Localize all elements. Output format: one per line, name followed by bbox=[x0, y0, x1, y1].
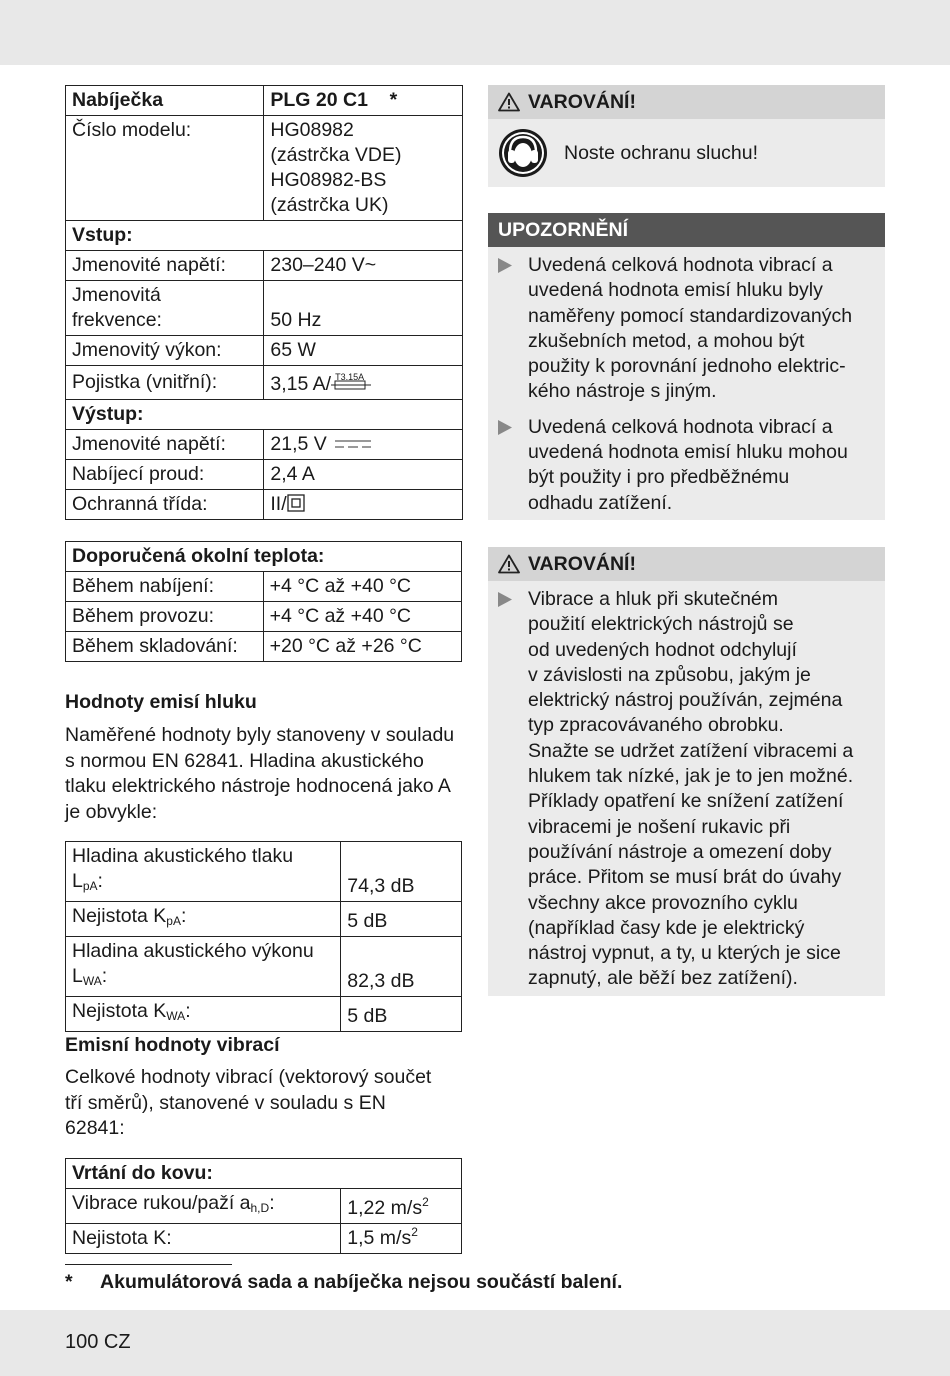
noise-table bbox=[65, 841, 462, 1032]
bullet-arrow-icon bbox=[498, 253, 528, 405]
model-line: (zástrčka UK) bbox=[270, 194, 389, 216]
table-cell: Ochranná třída: bbox=[66, 490, 264, 520]
colon: : bbox=[101, 965, 108, 987]
table-cell bbox=[264, 490, 463, 520]
text-line: práce. Přitom se musí brát do úvahy bbox=[528, 866, 842, 889]
bullet-text bbox=[528, 587, 853, 992]
table-cell bbox=[341, 1224, 462, 1254]
text-line: typ zpracovávaného obrobku. bbox=[528, 714, 784, 737]
footnote bbox=[65, 1271, 622, 1294]
section-header: Výstup: bbox=[66, 400, 463, 430]
subscript: WA bbox=[82, 974, 102, 988]
table-cell: 5 dB bbox=[341, 902, 462, 937]
charger-spec-table bbox=[65, 85, 463, 520]
vibration-table bbox=[65, 1158, 462, 1254]
table-cell: Během provozu: bbox=[66, 602, 264, 632]
table-cell bbox=[264, 366, 463, 400]
model-line: (zástrčka VDE) bbox=[270, 144, 402, 166]
text-line: nástroj vypnut, a ty, u kterých je sice bbox=[528, 942, 841, 965]
temperature-table bbox=[65, 541, 462, 662]
table-cell: Jmenovitý výkon: bbox=[66, 336, 264, 366]
text-line: kého nástroje s jiným. bbox=[528, 380, 717, 403]
cell-text: Nejistota K bbox=[72, 1000, 167, 1022]
cell-text: Nejistota K bbox=[72, 905, 167, 927]
cell-value: 1,22 m/s bbox=[347, 1197, 423, 1219]
cell-line: Hladina akustického tlaku bbox=[72, 845, 294, 867]
warning-body bbox=[488, 119, 885, 187]
fuse-value: 3,15 A/ bbox=[270, 373, 332, 395]
symbol-letter: L bbox=[72, 965, 83, 987]
table-cell: Nejistota K: bbox=[66, 1224, 341, 1254]
warning-box-vibration bbox=[488, 547, 885, 996]
table-cell: 74,3 dB bbox=[341, 842, 462, 902]
text-line: použití elektrických nástrojů se bbox=[528, 613, 794, 636]
colon: : bbox=[185, 1000, 191, 1022]
warning-triangle-icon bbox=[498, 92, 520, 112]
bullet-arrow-icon bbox=[498, 587, 528, 992]
cell-line: Jmenovitá bbox=[72, 284, 161, 306]
subscript: h,D bbox=[250, 1201, 270, 1215]
warning-title: VAROVÁNÍ! bbox=[528, 553, 636, 575]
table-cell: +20 °C až +26 °C bbox=[263, 632, 461, 662]
table-cell bbox=[66, 842, 341, 902]
table-cell: +4 °C až +40 °C bbox=[263, 602, 461, 632]
text-line: v závislosti na způsobu, jakým je bbox=[528, 663, 811, 686]
colon: : bbox=[269, 1192, 275, 1214]
text-line: elektrický nástroj používán, zejména bbox=[528, 689, 843, 712]
table-cell: Nabíjecí proud: bbox=[66, 460, 264, 490]
table-cell: 82,3 dB bbox=[341, 937, 462, 997]
text-line: Příklady opatření ke snížení zatížení bbox=[528, 790, 844, 813]
table-cell bbox=[66, 997, 341, 1032]
colon: : bbox=[180, 905, 187, 927]
table-cell: 2,4 A bbox=[264, 460, 463, 490]
table-cell bbox=[341, 1189, 462, 1224]
footnote-rule bbox=[65, 1264, 232, 1265]
page-number: 100 CZ bbox=[65, 1331, 131, 1353]
text-line: Snažte se udržet zatížení vibracemi a bbox=[528, 739, 854, 762]
table-cell bbox=[66, 281, 264, 336]
model-line: HG08982-BS bbox=[270, 169, 387, 191]
bullet-text bbox=[528, 253, 852, 405]
text-line: odhadu zatížení. bbox=[528, 491, 673, 514]
notice-box bbox=[488, 213, 885, 520]
table-cell bbox=[66, 902, 341, 937]
table-cell: 5 dB bbox=[341, 997, 462, 1032]
notice-header: UPOZORNĚNÍ bbox=[488, 213, 885, 247]
cell-line: Hladina akustického výkonu bbox=[72, 940, 314, 962]
bullet-text bbox=[528, 415, 848, 516]
text-line: naměřeny pomocí standardizovaných bbox=[528, 304, 853, 327]
warning-box-hearing bbox=[488, 85, 885, 187]
text-line: Uvedená celková hodnota vibrací a bbox=[528, 415, 833, 438]
bottom-band bbox=[0, 1310, 950, 1376]
table-cell bbox=[66, 1189, 341, 1224]
text-line: od uvedených hodnot odchylují bbox=[528, 638, 797, 661]
fuse-rating-label: T3.15A bbox=[335, 372, 365, 382]
table-cell: +4 °C až +40 °C bbox=[263, 572, 461, 602]
noise-paragraph: Naměřené hodnoty byly stanoveny v souladu s normou EN 62841. Hladina akustického tlaku elektrického nástroje hodnocená jako A je obvykle: bbox=[65, 724, 455, 823]
table-cell: Během skladování: bbox=[66, 632, 264, 662]
vibration-heading: Emisní hodnoty vibrací bbox=[65, 1034, 280, 1056]
text-line: být použity i pro předběžnému bbox=[528, 466, 790, 489]
table-cell: Během nabíjení: bbox=[66, 572, 264, 602]
warning-text: Noste ochranu sluchu! bbox=[564, 141, 759, 164]
cell-line: frekvence: bbox=[72, 309, 162, 331]
bullet-item bbox=[488, 253, 885, 405]
notice-body bbox=[488, 247, 885, 516]
section-header: Doporučená okolní teplota: bbox=[66, 542, 462, 572]
table-cell: Pojistka (vnitřní): bbox=[66, 366, 264, 400]
warning-header bbox=[488, 85, 885, 119]
table-cell: 50 Hz bbox=[264, 281, 463, 336]
text-line: Uvedená celková hodnota vibrací a bbox=[528, 254, 833, 276]
cell-line bbox=[72, 964, 334, 994]
table-cell: Číslo modelu: bbox=[66, 116, 264, 221]
table-cell bbox=[264, 430, 463, 460]
text-line: zkušebních metod, a mohou být bbox=[528, 329, 805, 352]
section-header: Vstup: bbox=[66, 221, 463, 251]
bullet-item bbox=[488, 581, 885, 992]
table-cell: Nabíječka bbox=[66, 86, 264, 116]
table-cell: Jmenovité napětí: bbox=[66, 251, 264, 281]
table-cell: 65 W bbox=[264, 336, 463, 366]
table-cell bbox=[264, 116, 463, 221]
cell-text: Vibrace rukou/paží a bbox=[72, 1192, 251, 1214]
footnote-mark: * bbox=[65, 1271, 73, 1293]
bullet-item bbox=[488, 415, 885, 516]
text-line: uvedená hodnota emisí hluku mohou bbox=[528, 441, 848, 464]
footnote-text: Akumulátorová sada a nabíječka nejsou součástí balení. bbox=[100, 1271, 623, 1293]
section-header: Vrtání do kovu: bbox=[66, 1159, 462, 1189]
fuse-symbol-icon bbox=[331, 371, 373, 393]
text-line: používání nástroje a omezení doby bbox=[528, 840, 832, 863]
text-line: uvedená hodnota emisí hluku byly bbox=[528, 279, 823, 302]
protection-class-ii-icon bbox=[287, 494, 305, 512]
dc-symbol-icon bbox=[335, 438, 371, 450]
warning-title: VAROVÁNÍ! bbox=[528, 91, 636, 113]
cell-line bbox=[72, 869, 334, 899]
warning-header bbox=[488, 547, 885, 581]
protection-class-value: II/ bbox=[270, 493, 287, 515]
colon: : bbox=[97, 870, 103, 892]
superscript: 2 bbox=[422, 1195, 429, 1209]
subscript: pA bbox=[166, 914, 181, 928]
warning-triangle-icon bbox=[498, 554, 520, 574]
top-band bbox=[0, 0, 950, 65]
cell-value: 1,5 m/s bbox=[347, 1227, 412, 1249]
text-line: Vibrace a hluk při skutečném bbox=[528, 588, 779, 610]
text-line: hlukem tak nízké, jak je to jen možné. bbox=[528, 765, 854, 788]
bullet-arrow-icon bbox=[498, 415, 528, 516]
subscript: pA bbox=[82, 879, 98, 893]
vibration-paragraph: Celkové hodnoty vibrací (vektorový součet tří směrů), stanovené v souladu s EN 62841: bbox=[65, 1066, 432, 1139]
table-cell: PLG 20 C1 * bbox=[264, 86, 463, 116]
output-voltage-value: 21,5 V bbox=[270, 433, 327, 455]
superscript: 2 bbox=[411, 1225, 418, 1239]
text-line: (například časy kde je elektrický bbox=[528, 916, 805, 939]
noise-heading: Hodnoty emisí hluku bbox=[65, 691, 257, 713]
text-line: zapnutý, ale běží bez zatížení). bbox=[528, 967, 798, 990]
table-cell bbox=[66, 937, 341, 997]
subscript: WA bbox=[166, 1009, 186, 1023]
model-line: HG08982 bbox=[270, 119, 354, 141]
hearing-protection-icon bbox=[498, 128, 548, 178]
text-line: všechny akce provozního cyklu bbox=[528, 891, 798, 914]
table-cell: 230–240 V~ bbox=[264, 251, 463, 281]
text-line: vibracemi je nošení rukavic při bbox=[528, 815, 791, 838]
table-cell: Jmenovité napětí: bbox=[66, 430, 264, 460]
text-line: použity k porovnání jednoho elektric- bbox=[528, 355, 846, 378]
symbol-letter: L bbox=[72, 870, 83, 892]
